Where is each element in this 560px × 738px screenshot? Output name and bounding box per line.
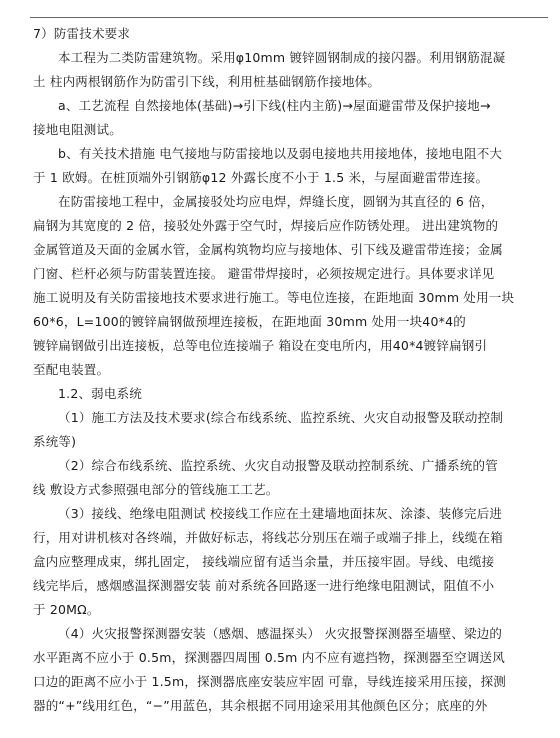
paragraph-line: 金属管道及天面的金属水管，金属构筑物均应与接地体、引下线及避雷带连接；金属 [33,242,503,257]
paragraph-line: （1）施工方法及技术要求(综合布线系统、监控系统、火灾自动报警及联动控制 [58,410,504,425]
paragraph-line: 本工程为二类防雷建筑物。采用φ10mm 镀锌圆钢制成的接闪器。利用钢筋混凝 [58,50,506,65]
paragraph-line: 行，用对讲机核对各终端，并做好标志，将线芯分别压在端子或端子排上，线缆在箱 [33,530,503,545]
paragraph-line: 线 敷设方式参照强电部分的管线施工工艺。 [33,482,279,497]
paragraph-line: 盒内应整理成束，绑扎固定， 接线端应留有适当余量，并压接牢固。导线、电缆接 [33,554,495,569]
paragraph-line: （3）接线、绝缘电阻测试 校接线工作应在土建墙地面抹灰、涂漆、装修完后进 [58,506,503,521]
paragraph-line: 水平距离不应小于 0.5m，探测器四周围 0.5m 内不应有遮挡物，探测器至空调送风 [33,650,505,665]
paragraph-line: a、工艺流程 自然接地体(基础)→引下线(柱内主筋)→屋面避雷带及保护接地→ [58,98,491,113]
paragraph-line: 于 20MΩ。 [33,602,100,617]
paragraph-line: （2）综合布线系统、监控系统、火灾自动报警及联动控制系统、广播系统的管 [58,458,498,473]
heading-lightning: 7）防雷技术要求 [33,26,131,41]
paragraph-line: 至配电装置。 [33,362,110,377]
paragraph-line: 土 柱内两根钢筋作为防雷引下线，利用桩基础钢筋作接地体。 [33,74,381,89]
paragraph-line: 器的“+”线用红色，“−”用蓝色，其余根据不同用途采用其他颜色区分；底座的外 [33,698,488,713]
paragraph-line: 线完毕后，感烟感温探测器安装 前对系统各回路逐一进行绝缘电阻测试，阻值不小 [33,578,495,593]
paragraph-line: 于 1 欧姆。在桩顶端外引钢筋φ12 外露长度不小于 1.5 米，与屋面避雷带连接。 [33,170,489,185]
paragraph-line: 扁钢为其宽度的 2 倍，接驳处外露于空气时，焊接后应作防锈处理。 进出建筑物的 [33,218,499,233]
paragraph-line: 60*6，L=100的镀锌扁钢做预埋连接板，在距地面 30mm 处用一块40*4的 [33,314,466,329]
paragraph-line: 系统等) [33,434,77,449]
header-rule [30,17,548,18]
paragraph-line: 镀锌扁钢做引出连接板，总等电位连接端子 箱设在变电所内，用40*4镀锌扁钢引 [33,338,488,353]
paragraph-line: 在防雷接地工程中，金属接驳处均应电焊，焊缝长度，圆钢为其直径的 6 倍， [58,194,494,209]
paragraph-line: 接地电阻测试。 [33,122,122,137]
paragraph-line: 门窗、栏杆必须与防雷装置连接。 避雷带焊接时，必须按规定进行。具体要求详见 [33,266,495,281]
paragraph-line: b、有关技术措施 电气接地与防雷接地以及弱电接地共用接地体，接地电阻不大 [58,146,503,161]
paragraph-line: 口边的距离不应小于 1.5m，探测器底座安装应牢固 可靠，导线连接采用压接，探测 [33,674,507,689]
paragraph-line: 施工说明及有关防雷接地技术要求进行施工。等电位连接，在距地面 30mm 处用一块 [33,290,515,305]
paragraph-line: （4）火灾报警探测器安装（感烟、感温探头） 火灾报警探测器至墙壁、梁边的 [58,626,503,641]
heading-weak-current: 1.2、弱电系统 [58,386,142,401]
